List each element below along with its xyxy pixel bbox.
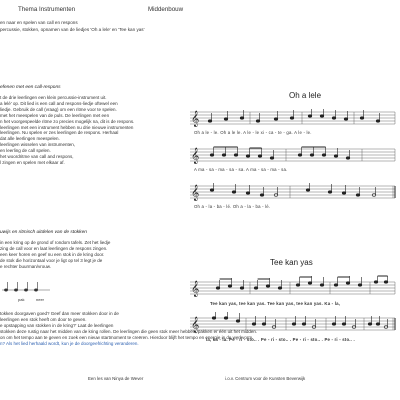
- section-2-body: [0, 240, 110, 270]
- section-1-line: dat alle leerlingen meespelen.: [0, 136, 60, 142]
- group-label: Middenbouw: [148, 6, 184, 13]
- footer-organization: i.o.v. Centrum voor de Kunsten Beverwijk: [225, 376, 306, 381]
- section-3-line: stokken deze rustig naar het midden van de kring rollen. De leerlingen die geen stok meer hebben, pakken er één uit het midden.: [0, 328, 258, 334]
- song-1-lyrics-1: Oh a le - le. Oh a le le. A le - le xi - ca - te - ga. A le - le.: [194, 130, 312, 135]
- song-1-staff-1: [190, 108, 400, 130]
- section-3-line: on om het tempo aan te geven en zoek een nieuw startmoment te creëren. Hierdoor blijft het tempo en energie in de werkvorm.: [0, 334, 254, 340]
- song-2-staff-2: [190, 312, 400, 336]
- document-title: Thema Instrumenten: [18, 6, 76, 13]
- section-2-line: zing de call voor en laat leerlingen de respons zingen.: [0, 245, 108, 251]
- svg-text:𝄞: 𝄞: [191, 281, 200, 297]
- song-2-staff-1: [190, 276, 400, 300]
- section-3-line: tokken doorgaven goed? Geef dan meer stokken door in de: [0, 311, 119, 316]
- song-1-title: Oh a lele: [289, 91, 322, 100]
- svg-text:𝄞: 𝄞: [191, 111, 200, 127]
- svg-text:𝄞: 𝄞: [191, 317, 200, 333]
- section-3-line: n? Als het lied herhaald wordt, kun je de doorgeefrichting veranderen.: [0, 340, 139, 346]
- svg-text:𝄞: 𝄞: [191, 185, 200, 201]
- section-1-line: leerlingen wisselen van instrumenten,: [0, 142, 76, 148]
- section-1-line: leerlingen met een instrument hebben nu drie nieuwe instrumenten: [0, 124, 134, 130]
- song-1-lyrics-2: A ma - sa - ma - sa - sa. A ma - sa - ma - sa.: [194, 167, 288, 172]
- section-2-line: e rechter buurman/vrouw.: [0, 263, 52, 269]
- subtitle-line-1: en naar en spelen van call en respons: [0, 20, 78, 25]
- section-1-line: liedje. Gebruik de call (vraag) om een ritme voor te spelen.: [0, 106, 117, 112]
- subtitle-line-2: percussie, stokken, opnamen van de liedjes 'Oh a lele' en 'Tee kan yas': [0, 27, 145, 32]
- rhythm-label-pak: pak: [18, 297, 25, 302]
- section-3-line: e opstapping van stokken in de kring?' Laat de leerlingen: [0, 322, 114, 328]
- section-3-line: leerlingen een stok heeft om door te geven.: [0, 316, 87, 322]
- section-1-line: met het meespelen van de puls. De leerlingen met een: [0, 112, 110, 118]
- section-1-line: het woordritme van call and respons,: [0, 154, 74, 160]
- section-2-line: in een kring op de grond of rondom tafels. Zet het liedje: [0, 240, 111, 245]
- section-1-body: [0, 95, 134, 166]
- svg-text:𝄞: 𝄞: [191, 148, 200, 164]
- section-1-title: efenen met een call-respons: [0, 85, 61, 90]
- rhythm-diagram: [2, 276, 52, 304]
- song-1-staff-2: [190, 145, 400, 167]
- section-1-line: en leerling de call spelen.: [0, 148, 51, 154]
- footer-author: Een les van Ninya de Wever: [88, 376, 144, 381]
- song-1-lyrics-3: Oh a - la - ba - lé. Oh a - la - ba - lé.: [194, 204, 271, 209]
- rhythm-label-neer: neer: [36, 297, 45, 302]
- song-2-lyrics-1: Tee kan yas, tee kan yas. Tee kan yas, tee kan yas. Ka - la,: [210, 301, 341, 306]
- section-2-line: een keer horen en geef nu een stok in de kring door.: [0, 251, 105, 257]
- song-1-staff-3: [190, 182, 400, 204]
- section-1-line: a lelé' op. Dit lied is een call and respons-liedje oftewel een: [0, 100, 118, 106]
- song-2-lyrics-2: la, ka - la. Pe - ri - sto.. . Pe - ri - sto.. . Pe - ri - sto.. . Pe - ri - sto.. .: [206, 337, 355, 342]
- section-1-line: t de drie leerlingen een klein percussie-instrument uit.: [0, 95, 107, 100]
- section-1-line: n het voorgespeelde ritme zo precies mogelijk na, dit is de respons.: [0, 118, 135, 124]
- song-2-title: Tee kan yas: [270, 258, 313, 267]
- section-2-line: de stok die horizontaal voor je ligt op tel 3 legt je de: [0, 257, 103, 263]
- section-1-line: leerlingen. Nu spelen er zes leerlingen de respons. Herhaal: [0, 130, 119, 136]
- section-2-title: uwijs en ritmisch uitdelen van de stokken: [0, 230, 87, 235]
- section-1-line: l zingen en spelen met elkaar af.: [0, 159, 65, 165]
